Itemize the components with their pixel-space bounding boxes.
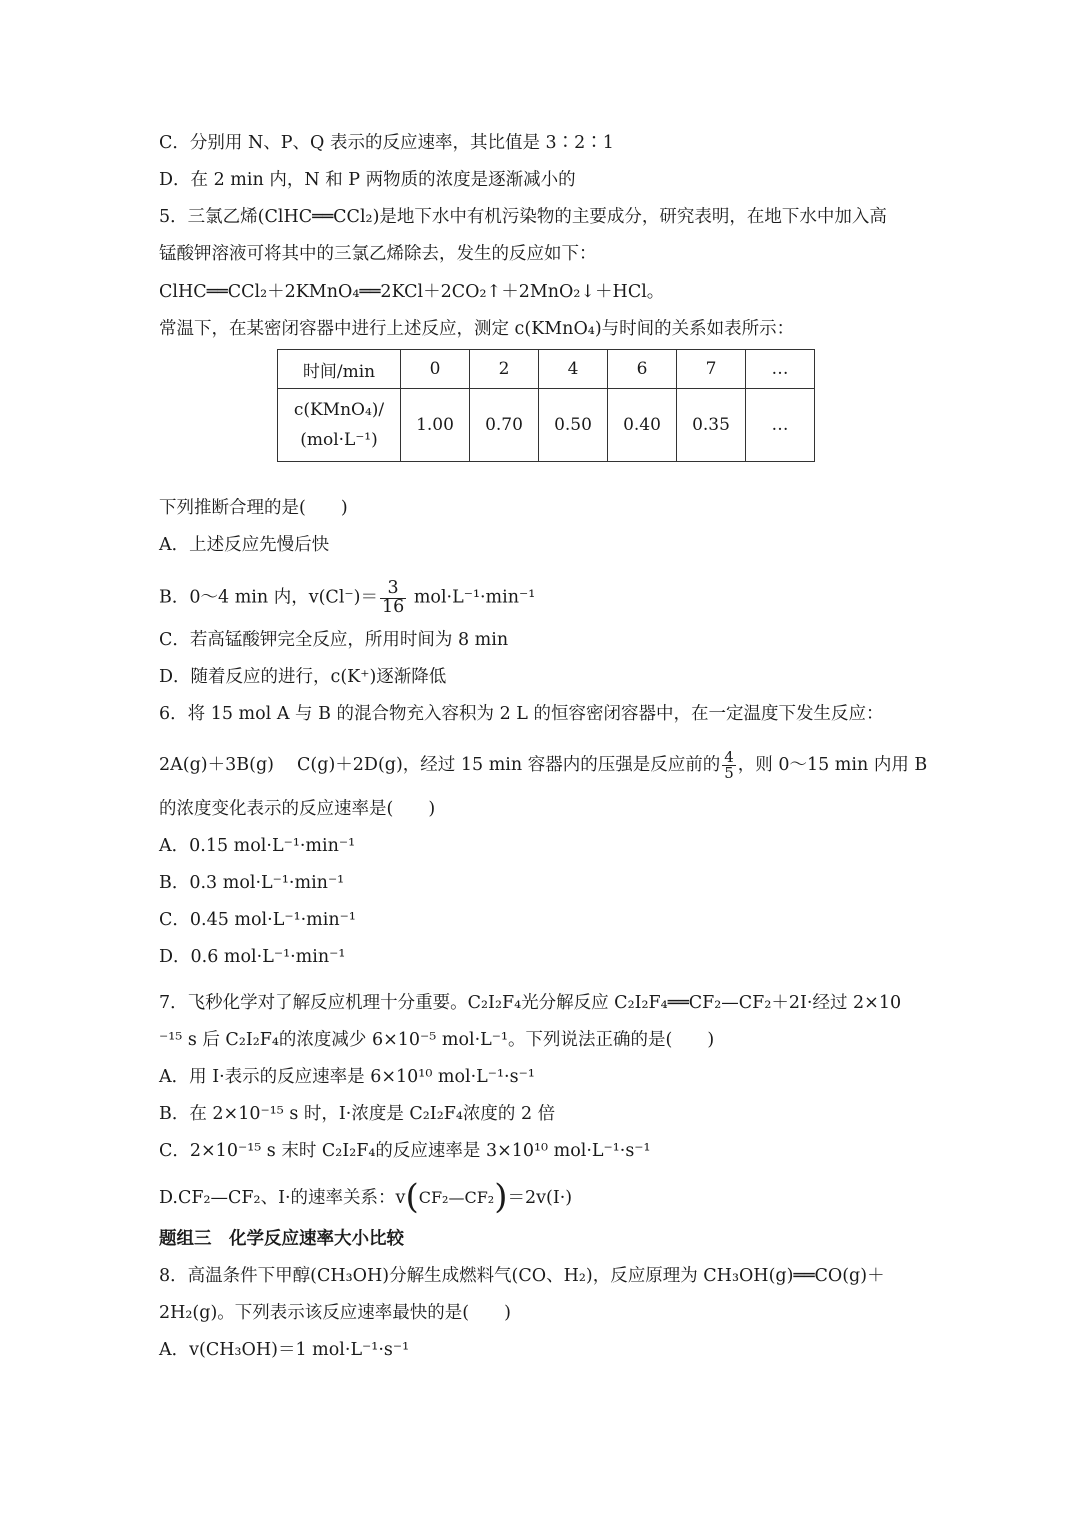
q8-stem-line-2: 2H₂(g)。下列表示该反应速率最快的是( ) xyxy=(159,1303,511,1323)
q5-option-d: D．随着反应的进行，c(K⁺)逐渐降低 xyxy=(159,667,447,687)
fraction xyxy=(380,580,406,616)
table-cell-time: 0 xyxy=(401,350,470,389)
q7-option-c: C．2×10⁻¹⁵ s 末时 C₂I₂F₄的反应速率是 3×10¹⁰ mol·L⁻¹·s⁻¹ xyxy=(159,1141,651,1161)
q6-stem-line-2-suffix: ，则 0～15 min 内用 B xyxy=(737,755,928,775)
q7-option-b: B．在 2×10⁻¹⁵ s 时，I·浓度是 C₂I₂F₄浓度的 2 倍 xyxy=(159,1104,556,1124)
q5-stem-line-4: 常温下，在某密闭容器中进行上述反应，测定 c(KMnO₄)与时间的关系如表所示： xyxy=(159,319,795,339)
table-header-concentration-line-2: (mol·L⁻¹) xyxy=(300,430,378,450)
q7-option-d-prefix: D.CF₂—CF₂、I·的速率关系：v xyxy=(159,1188,406,1208)
q6-stem-line-2 xyxy=(159,750,927,781)
q7-option-a: A．用 I·表示的反应速率是 6×10¹⁰ mol·L⁻¹·s⁻¹ xyxy=(159,1067,535,1087)
q5-stem-line-1: 5．三氯乙烯(ClHC══CCl₂)是地下水中有机污染物的主要成分，研究表明，在地下水中加入高 xyxy=(159,207,887,227)
table-cell-time: 2 xyxy=(470,350,539,389)
right-paren-icon: ) xyxy=(494,1176,508,1217)
q5-option-b-unit: mol·L⁻¹·min⁻¹ xyxy=(408,587,536,608)
q5-stem-line-2: 锰酸钾溶液可将其中的三氯乙烯除去，发生的反应如下： xyxy=(159,244,597,264)
q7-stem-line-1: 7．飞秒化学对了解反应机理十分重要。C₂I₂F₄光分解反应 C₂I₂F₄══CF₂—CF₂＋2I·经过 2×10 xyxy=(159,993,902,1013)
q6-stem-line-3: 的浓度变化表示的反应速率是( ) xyxy=(159,799,436,819)
table-cell-concentration: … xyxy=(746,389,815,462)
table-cell-concentration: 0.50 xyxy=(539,389,608,462)
q8-option-a: A．v(CH₃OH)＝1 mol·L⁻¹·s⁻¹ xyxy=(159,1340,410,1360)
table-cell-concentration: 0.70 xyxy=(470,389,539,462)
fraction-numerator: 4 xyxy=(724,748,734,766)
table-cell-concentration: 0.35 xyxy=(677,389,746,462)
table-header-concentration-line-1: c(KMnO₄)/ xyxy=(293,400,385,420)
table-cell-time: … xyxy=(746,350,815,389)
table-cell-time: 7 xyxy=(677,350,746,389)
q4-option-c: C．分别用 N、P、Q 表示的反应速率，其比值是 3∶2∶1 xyxy=(159,133,614,153)
table-cell-concentration: 0.40 xyxy=(608,389,677,462)
q7-option-d xyxy=(159,1176,573,1217)
q7-option-d-inner: CF₂—CF₂ xyxy=(418,1188,495,1207)
q6-option-c: C．0.45 mol·L⁻¹·min⁻¹ xyxy=(159,910,356,930)
q4-option-d: D．在 2 min 内，N 和 P 两物质的浓度是逐渐减小的 xyxy=(159,170,576,190)
q5-option-b xyxy=(159,580,535,616)
left-paren-icon: ( xyxy=(405,1176,419,1217)
table-header-time: 时间/min xyxy=(278,350,401,389)
table-cell-concentration: 1.00 xyxy=(401,389,470,462)
table-row-time xyxy=(278,350,815,389)
q7-stem-line-2: ⁻¹⁵ s 后 C₂I₂F₄的浓度减少 6×10⁻⁵ mol·L⁻¹。下列说法正确的是( ) xyxy=(159,1030,715,1050)
q6-option-a: A．0.15 mol·L⁻¹·min⁻¹ xyxy=(159,836,356,856)
section-heading-group-3: 题组三 化学反应速率大小比较 xyxy=(159,1229,404,1249)
table-row-concentration xyxy=(278,389,815,462)
q5-equation: ClHC══CCl₂＋2KMnO₄══2KCl＋2CO₂↑＋2MnO₂↓＋HCl。 xyxy=(159,282,665,302)
q5-option-b-prefix: B．0～4 min 内，v(Cl⁻)＝ xyxy=(159,587,378,608)
fraction-denominator: 5 xyxy=(724,764,734,782)
q5-option-c: C．若高锰酸钾完全反应，所用时间为 8 min xyxy=(159,630,509,650)
q8-stem-line-1: 8．高温条件下甲醇(CH₃OH)分解生成燃料气(CO、H₂)，反应原理为 CH₃OH(g)══CO(g)＋ xyxy=(159,1266,885,1286)
q6-option-b: B．0.3 mol·L⁻¹·min⁻¹ xyxy=(159,873,345,893)
q6-option-d: D．0.6 mol·L⁻¹·min⁻¹ xyxy=(159,947,346,967)
q7-option-d-suffix: ＝2v(I·) xyxy=(507,1188,573,1208)
q6-stem-line-1: 6．将 15 mol A 与 B 的混合物充入容积为 2 L 的恒容密闭容器中，在一定温度下发生反应： xyxy=(159,704,884,724)
q5-option-a: A．上述反应先慢后快 xyxy=(159,535,330,555)
table-header-concentration xyxy=(278,389,401,462)
table-cell-time: 4 xyxy=(539,350,608,389)
fraction-denominator: 16 xyxy=(381,596,405,617)
fraction xyxy=(722,750,736,781)
fraction-numerator: 3 xyxy=(380,580,406,599)
kmno4-data-table xyxy=(277,349,815,462)
q5-question: 下列推断合理的是( ) xyxy=(159,498,348,518)
table-cell-time: 6 xyxy=(608,350,677,389)
q6-stem-line-2-prefix: 2A(g)＋3B(g) C(g)＋2D(g)，经过 15 min 容器内的压强是反应前的 xyxy=(159,755,721,775)
